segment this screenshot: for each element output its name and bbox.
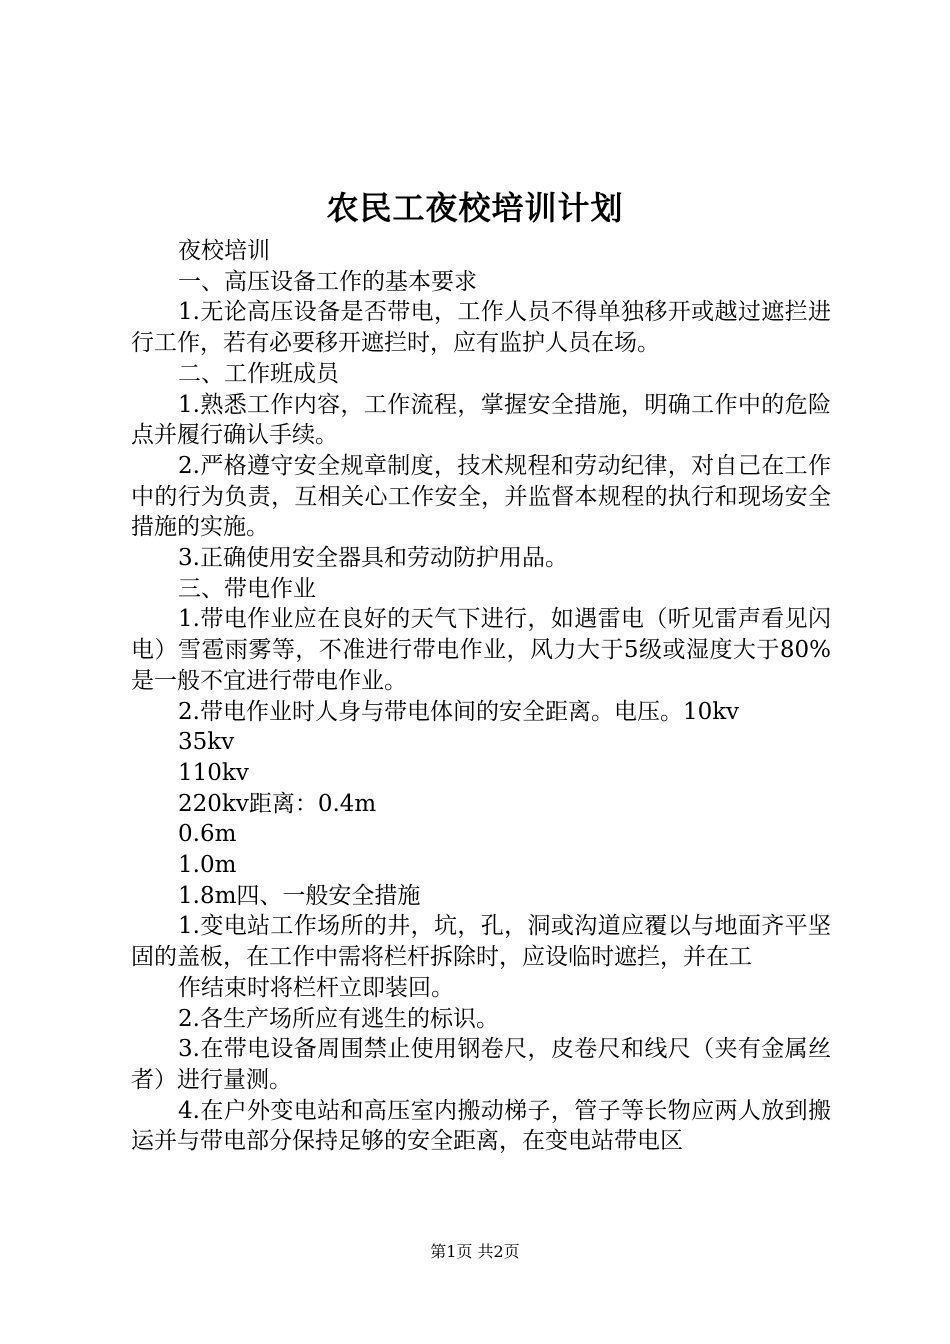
paragraph: 110kv bbox=[178, 759, 249, 786]
paragraph: 1.变电站工作场所的井，坑，孔，洞或沟道应覆以与地面齐平坚固的盖板，在工作中需将栏杆拆除时，应设临时遮拦，并在工 bbox=[131, 913, 831, 971]
document-title: 农民工夜校培训计划 bbox=[326, 189, 624, 227]
paragraph: 4.在户外变电站和高压室内搬动梯子，管子等长物应两人放到搬运并与带电部分保持足够的安全距离，在变电站带电区 bbox=[131, 1097, 831, 1155]
section-heading: 二、工作班成员 bbox=[178, 360, 339, 387]
page-footer: 第1页 共2页 bbox=[430, 1242, 520, 1261]
paragraph: 1.带电作业应在良好的天气下进行，如遇雷电（听见雷声看见闪电）雪雹雨雾等，不准进行带电作业，风力大于5级或湿度大于80%是一般不宜进行带电作业。 bbox=[131, 606, 831, 694]
paragraph: 35kv bbox=[178, 729, 235, 756]
section-heading: 三、带电作业 bbox=[178, 575, 316, 602]
paragraph: 夜校培训 bbox=[178, 238, 270, 264]
paragraph: 3.在带电设备周围禁止使用钢卷尺，皮卷尺和线尺（夹有金属丝者）进行量测。 bbox=[131, 1036, 831, 1093]
paragraph: 0.6m bbox=[178, 821, 237, 848]
paragraph: 1.熟悉工作内容，工作流程，掌握安全措施，明确工作中的危险点并履行确认手续。 bbox=[131, 391, 831, 449]
paragraph: 2.严格遵守安全规章制度，技术规程和劳动纪律，对自己在工作中的行为负责，互相关心工作安全，并监督本规程的执行和现场安全措施的实施。 bbox=[131, 452, 831, 541]
paragraph: 1.无论高压设备是否带电，工作人员不得单独移开或越过遮拦进行工作，若有必要移开遮拦时，应有监护人员在场。 bbox=[131, 299, 831, 357]
paragraph: 2.带电作业时人身与带电体间的安全距离。电压。10kv bbox=[178, 698, 740, 725]
section-heading: 一、高压设备工作的基本要求 bbox=[178, 268, 477, 295]
paragraph: 作结束时将栏杆立即装回。 bbox=[178, 974, 454, 1001]
document-body bbox=[131, 236, 831, 1157]
paragraph: 2.各生产场所应有逃生的标识。 bbox=[178, 1005, 499, 1032]
paragraph: 1.0m bbox=[178, 852, 237, 879]
paragraph: 220kv距离：0.4m bbox=[178, 790, 377, 817]
paragraph: 1.8m四、一般安全措施 bbox=[178, 882, 421, 909]
paragraph: 3.正确使用安全器具和劳动防护用品。 bbox=[178, 545, 568, 572]
